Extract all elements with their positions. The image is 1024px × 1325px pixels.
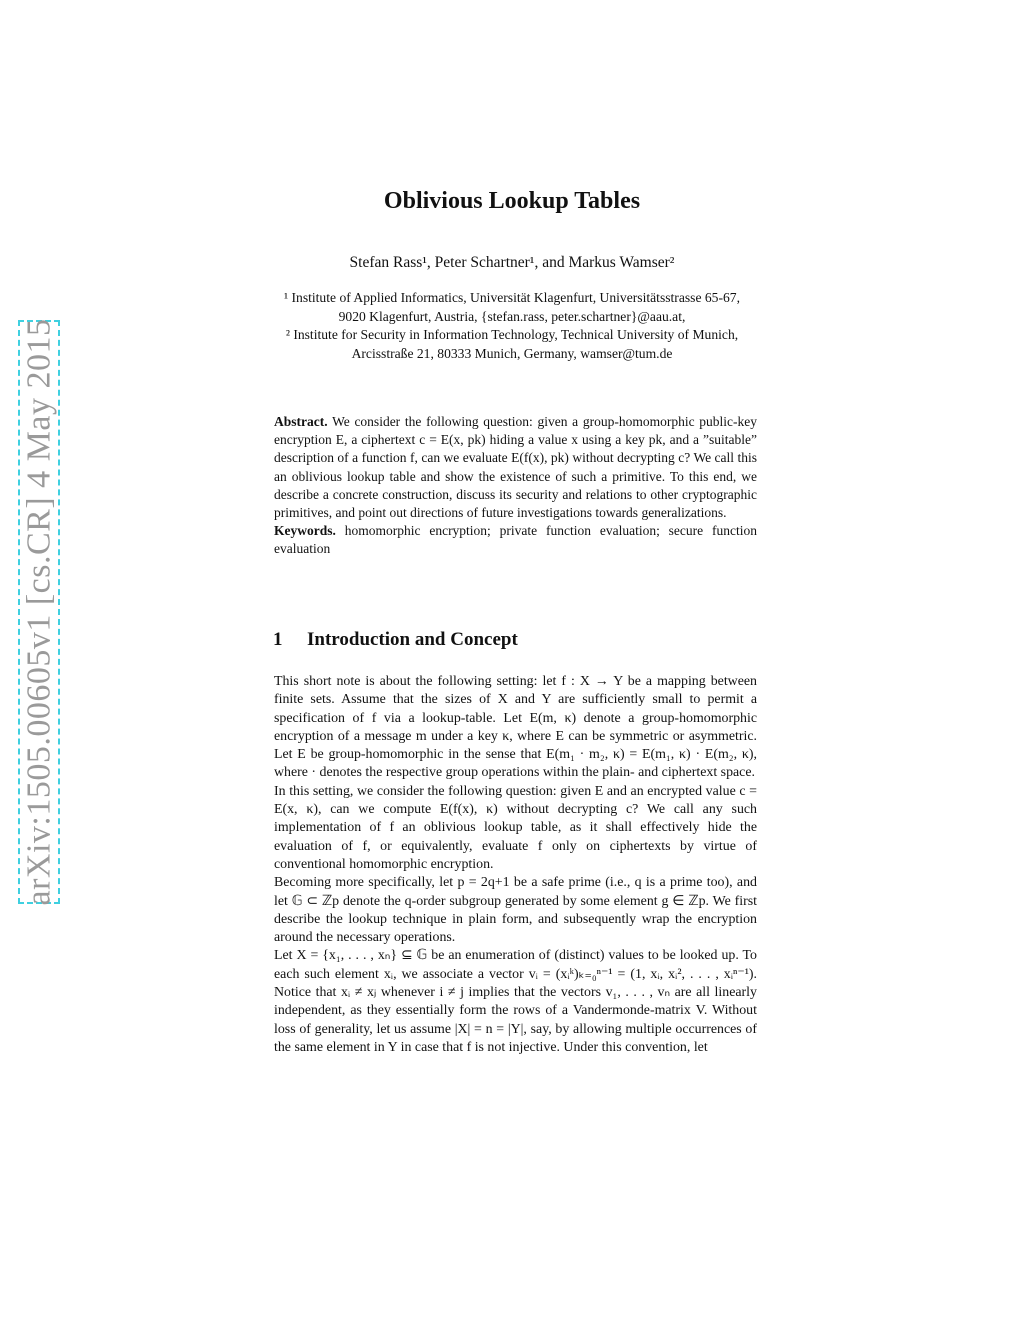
paper-title: Oblivious Lookup Tables [383,188,641,214]
paragraph: This short note is about the following setting: let f : X → Y be a mapping between finite sets. Assume that the sizes of X and Y are sufficiently small to permit a specification of f via a lookup-table. Let E(m, κ) denote a group-homomorphic encryption of a message m under a key κ, where E can be symmetric or asymmetric. Let E be group-homomorphic in the sense that E(m₁ · m₂, κ) = E(m₁, κ) · E(m₂, κ), where · denotes the respective group operations within the plain- and ciphertext space. [274,674,757,781]
paragraph: Let X = {x₁, . . . , xₙ} ⊆ 𝔾 be an enumeration of (distinct) values to be looked up. To each such element xᵢ, we associate a vector vᵢ = (xᵢᵏ)ₖ₌₀ⁿ⁻¹ = (1, xᵢ, xᵢ², . . . , xᵢⁿ⁻¹). Notice that xᵢ ≠ xⱼ whenever i ≠ j implies that the vectors v₁, . . . , vₙ are all linearly independent, as they essentially form the rows of a Vandermonde-matrix V. Without loss of generality, let us assume |X| = n = |Y|, say, by allowing multiple occurrences of the same element in Y in case that f is not injective. Under this convention, let [274,948,757,1055]
affiliations [200,289,824,363]
abstract-text: We consider the following question: given a group-homomorphic public-key encryption E, a ciphertext c = E(x, pk) hiding a value x using a key pk, and a ”suitable” description of a function f, can we evaluate E(f(x), pk) without decrypting c? We call this an oblivious lookup table and show the existence of such a primitive. To this end, we describe a concrete construction, discuss its security and relations to other cryptographic primitives, and point out directions of future investigations towards generalizations. [274,414,757,521]
arxiv-side-stamp [18,320,60,904]
abstract-block [274,413,757,559]
section-title: Introduction and Concept [307,629,518,650]
paragraph: In this setting, we consider the following question: given E and an encrypted value c = E(x, κ), can we compute E(f(x), κ) without decrypting c? We call any such implementation of f an oblivious lookup table, as it shall effectively hide the evaluation of f, or equivalently, evaluate f only on ciphertexts by virtue of conventional homomorphic encryption. [274,783,757,872]
section-number: 1 [273,629,283,650]
affiliation-line: ¹ Institute of Applied Informatics, Universität Klagenfurt, Universitätsstrasse 65-67, [284,290,740,305]
paragraph: Becoming more specifically, let p = 2q+1 be a safe prime (i.e., q is a prime too), and let 𝔾 ⊂ ℤp denote the q-order subgroup generated by some element g ∈ ℤp. We first describe the lookup technique in plain form, and subsequently wrap the encryption around the necessary operations. [274,875,757,946]
section-body [274,673,757,1057]
author-list: Stefan Rass¹, Peter Schartner¹, and Markus Wamser² [349,254,675,271]
keywords-label: Keywords. [274,523,336,539]
keywords-text: homomorphic encryption; private function evaluation; secure function evaluation [274,523,757,557]
section-heading [273,629,518,651]
affiliation-line: Arcisstraße 21, 80333 Munich, Germany, wamser@tum.de [351,345,673,361]
arxiv-identifier: arXiv:1505.00605v1 [cs.CR] 4 May 2015 [20,318,58,906]
affiliation-line: 9020 Klagenfurt, Austria, {stefan.rass, peter.schartner}@aau.at, [338,308,686,324]
abstract-label: Abstract. [274,414,328,429]
affiliation-line: ² Institute for Security in Information Technology, Technical University of Munich, [285,327,739,342]
